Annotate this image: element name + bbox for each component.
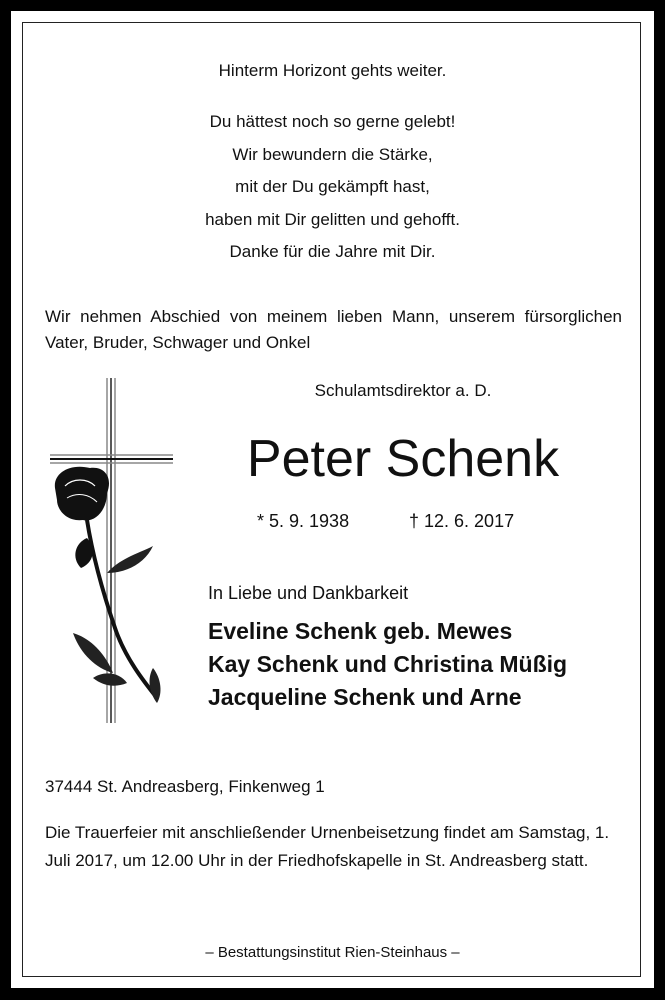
mourner-name: Kay Schenk und Christina Müßig: [208, 651, 568, 677]
poem-line: Wir bewundern die Stärke,: [232, 144, 433, 164]
mourners-list: [208, 615, 567, 714]
mourners-heading: In Liebe und Dankbarkeit: [208, 583, 409, 603]
death-date: † 12. 6. 2017: [409, 511, 515, 531]
funeral-home: – Bestattungsinstitut Rien-Steinhaus –: [205, 944, 460, 961]
mourner-name: Eveline Schenk geb. Mewes: [208, 618, 513, 644]
mourner-name: Jacqueline Schenk und Arne: [208, 684, 522, 710]
poem-line: Du hättest noch so gerne gelebt!: [209, 112, 456, 131]
obituary-page: [11, 11, 654, 988]
address: 37444 St. Andreasberg, Finkenweg 1: [45, 777, 325, 796]
deceased-title: Schulamtsdirektor a. D.: [314, 381, 492, 400]
poem-line: mit der Du gekämpft hast,: [235, 177, 430, 196]
deceased-name: Peter Schenk: [246, 430, 560, 488]
poem: [23, 106, 642, 269]
farewell-text: Wir nehmen Abschied von meinem lieben Mann, unserem fürsorglichen Vater, Bruder, Schwager und Onkel: [45, 307, 622, 352]
poem-line: Danke für die Jahre mit Dir.: [229, 242, 436, 261]
poem-line: haben mit Dir gelitten und gehofft.: [205, 209, 460, 229]
cross-with-rose-icon: [45, 378, 185, 723]
obituary-frame: [22, 22, 641, 977]
service-info: Die Trauerfeier mit anschließender Urnenbeisetzung findet am Samstag, 1. Juli 2017, um 12.00 Uhr in der Friedhofskapelle in St. Andreasberg statt.: [45, 823, 610, 870]
birth-date: * 5. 9. 1938: [257, 511, 350, 531]
motto: Hinterm Horizont gehts weiter.: [218, 61, 447, 80]
